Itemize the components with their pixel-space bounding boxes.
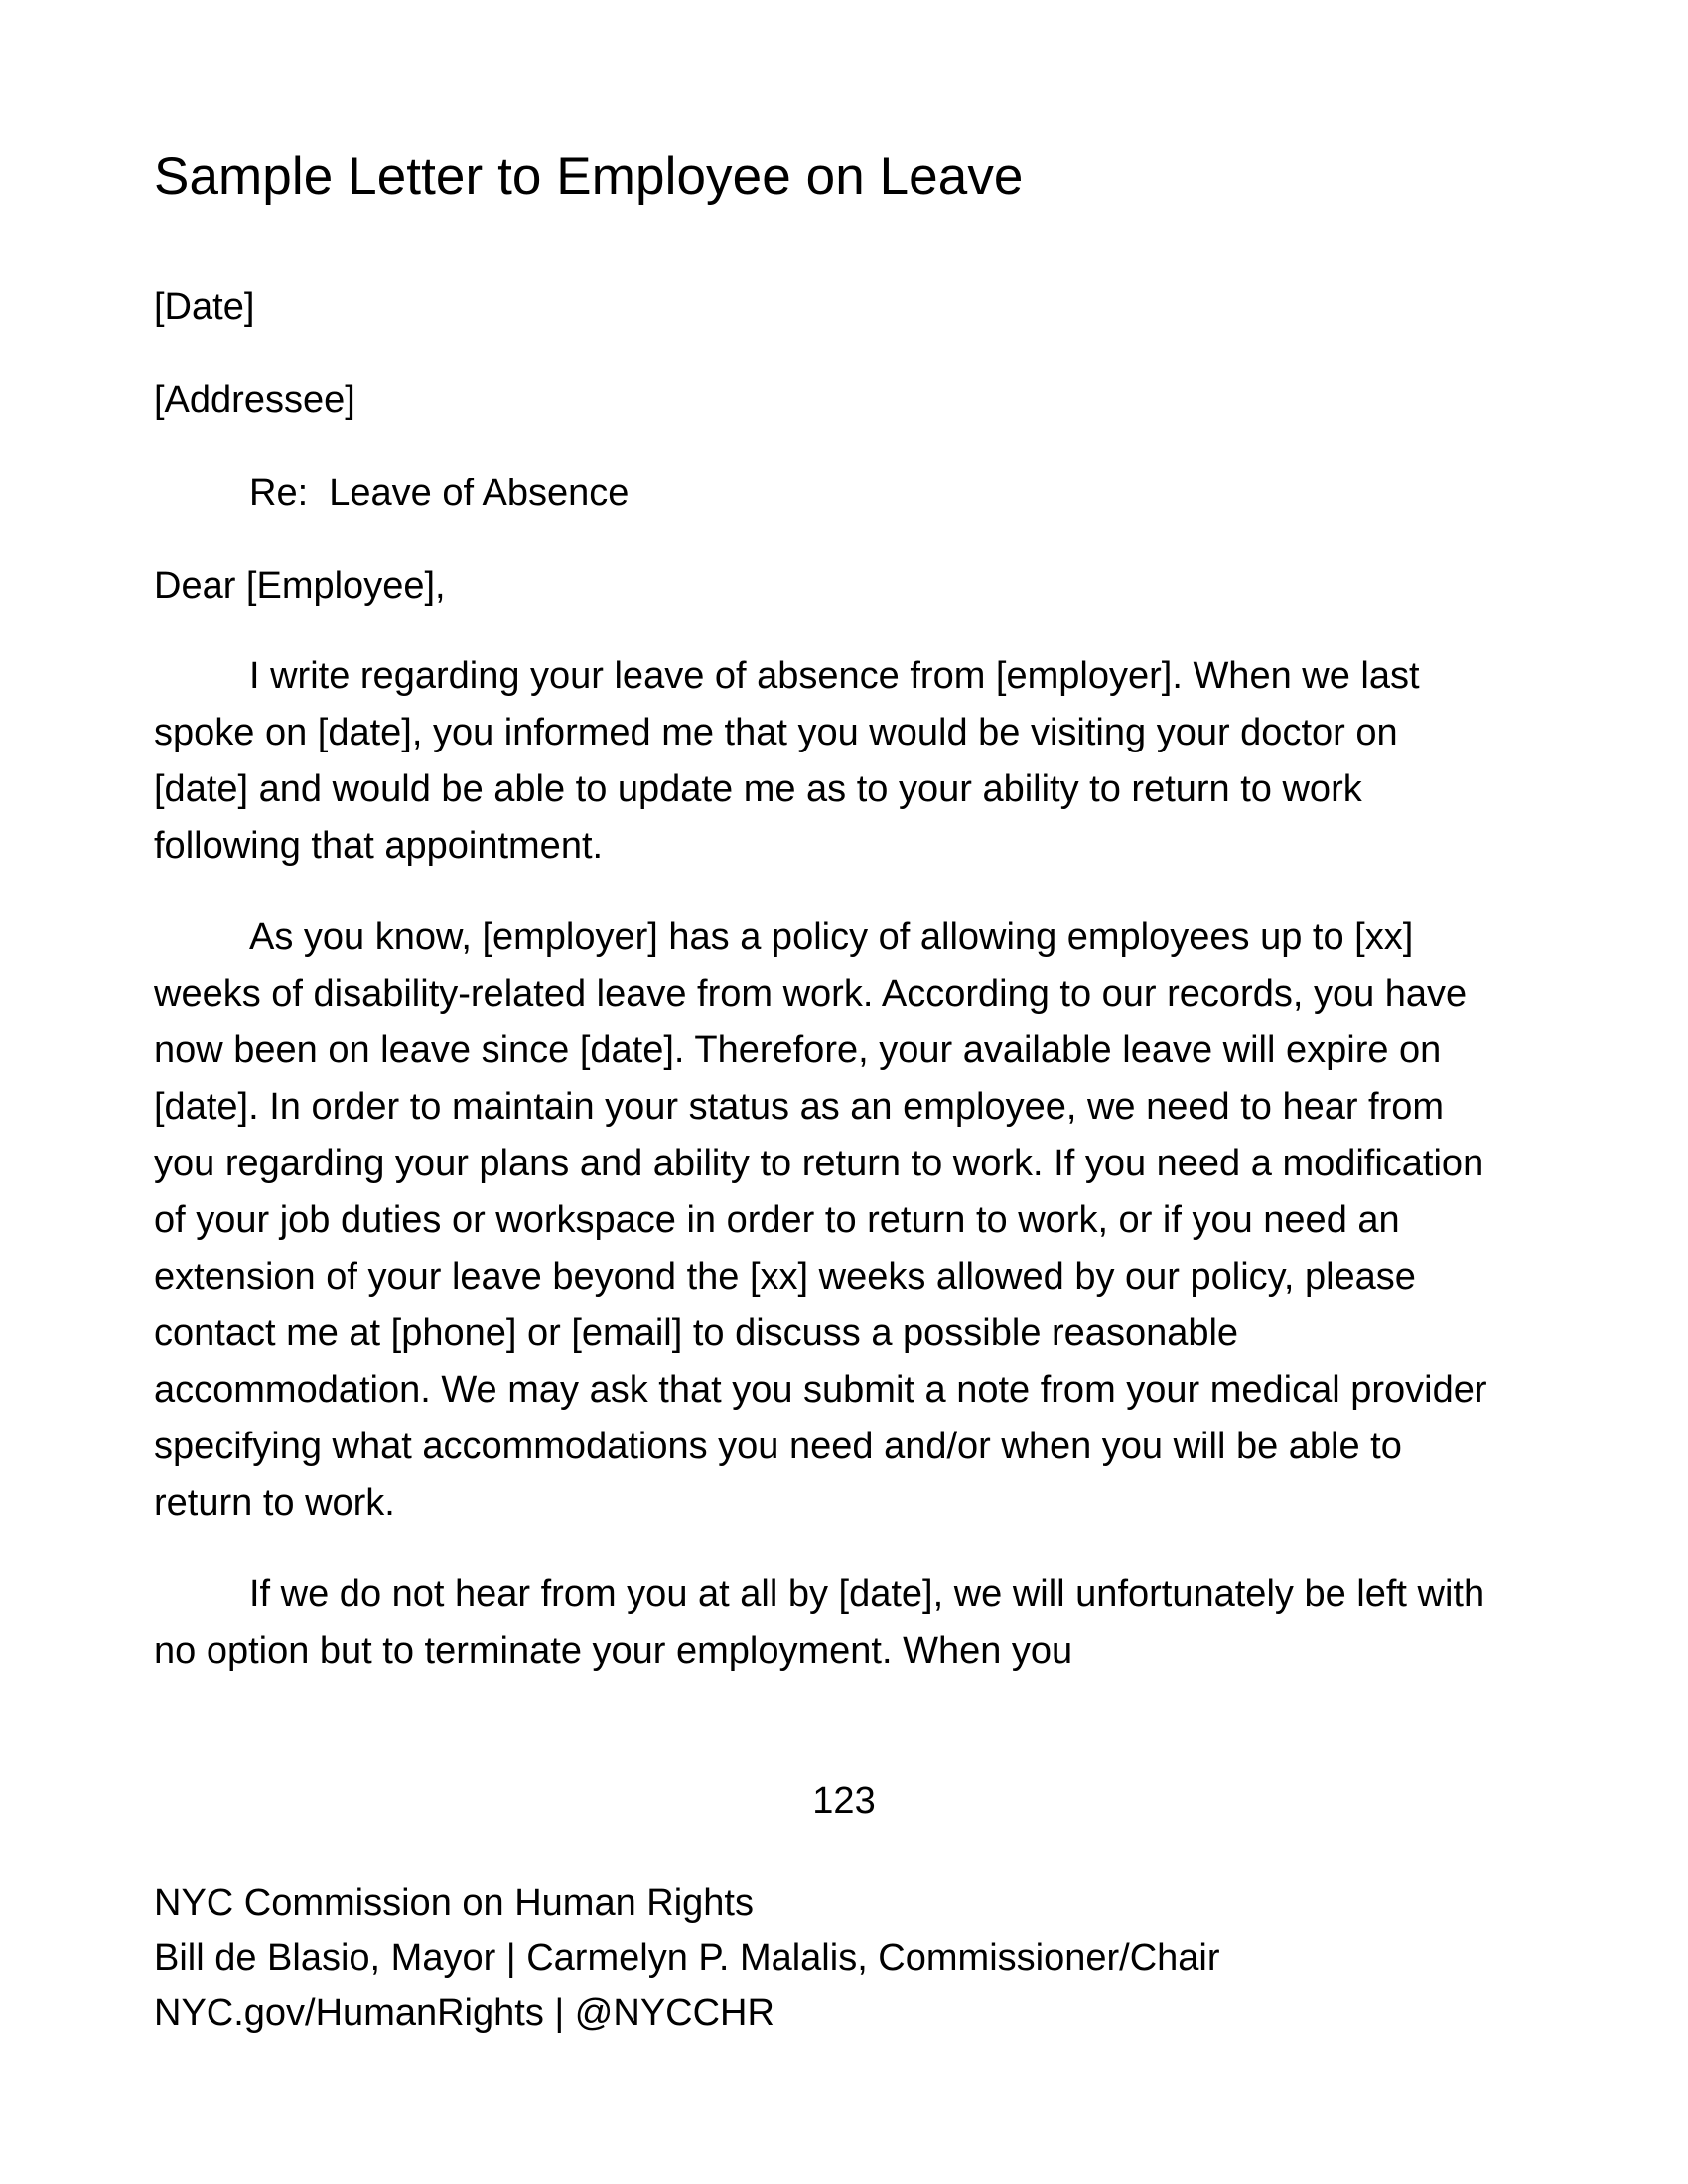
body-paragraph-2: As you know, [employer] has a policy of allowing employees up to [xx] weeks of disability-related leave from work. According to our records, you have now been on leave since [date]. Therefore, your available leave will expire on [date]. In order to maintain your status as an employee, we need to hear from you regarding your plans and ability to return to work. If you need a modification of your job duties or workspace in order to return to work, or if you need an extension of your leave beyond the [xx] weeks allowed by our policy, please contact me at [phone] or [email] to discuss a possible reasonable accommodation. We may ask that you submit a note from your medical provider specifying what accommodations you need and/or when you will be able to return to work. (154, 915, 1487, 1524)
date-field: [Date] (154, 285, 255, 328)
page-number: 123 (812, 1780, 876, 1822)
footer-agency-name: NYC Commission on Human Rights (154, 1882, 754, 1924)
body-paragraph-1: I write regarding your leave of absence from [employer]. When we last spoke on [date], you informed me that you would be visiting your doctor on [date] and would be able to update me as to your ability to return to work following that appointment. (154, 654, 1420, 867)
footer-officials: Bill de Blasio, Mayor | Carmelyn P. Malalis, Commissioner/Chair (154, 1937, 1220, 1979)
subject-line: Re: Leave of Absence (249, 472, 630, 514)
addressee-field: [Addressee] (154, 378, 355, 421)
page-title: Sample Letter to Employee on Leave (154, 147, 1024, 205)
document-footer (154, 1876, 1544, 2041)
salutation: Dear [Employee], (154, 564, 446, 607)
letter-body (154, 0, 1489, 1680)
footer-website-social: NYC.gov/HumanRights | @NYCCHR (154, 1991, 774, 2034)
body-paragraph-3: If we do not hear from you at all by [date], we will unfortunately be left with no option but to terminate your employment. When you (154, 1572, 1485, 1672)
